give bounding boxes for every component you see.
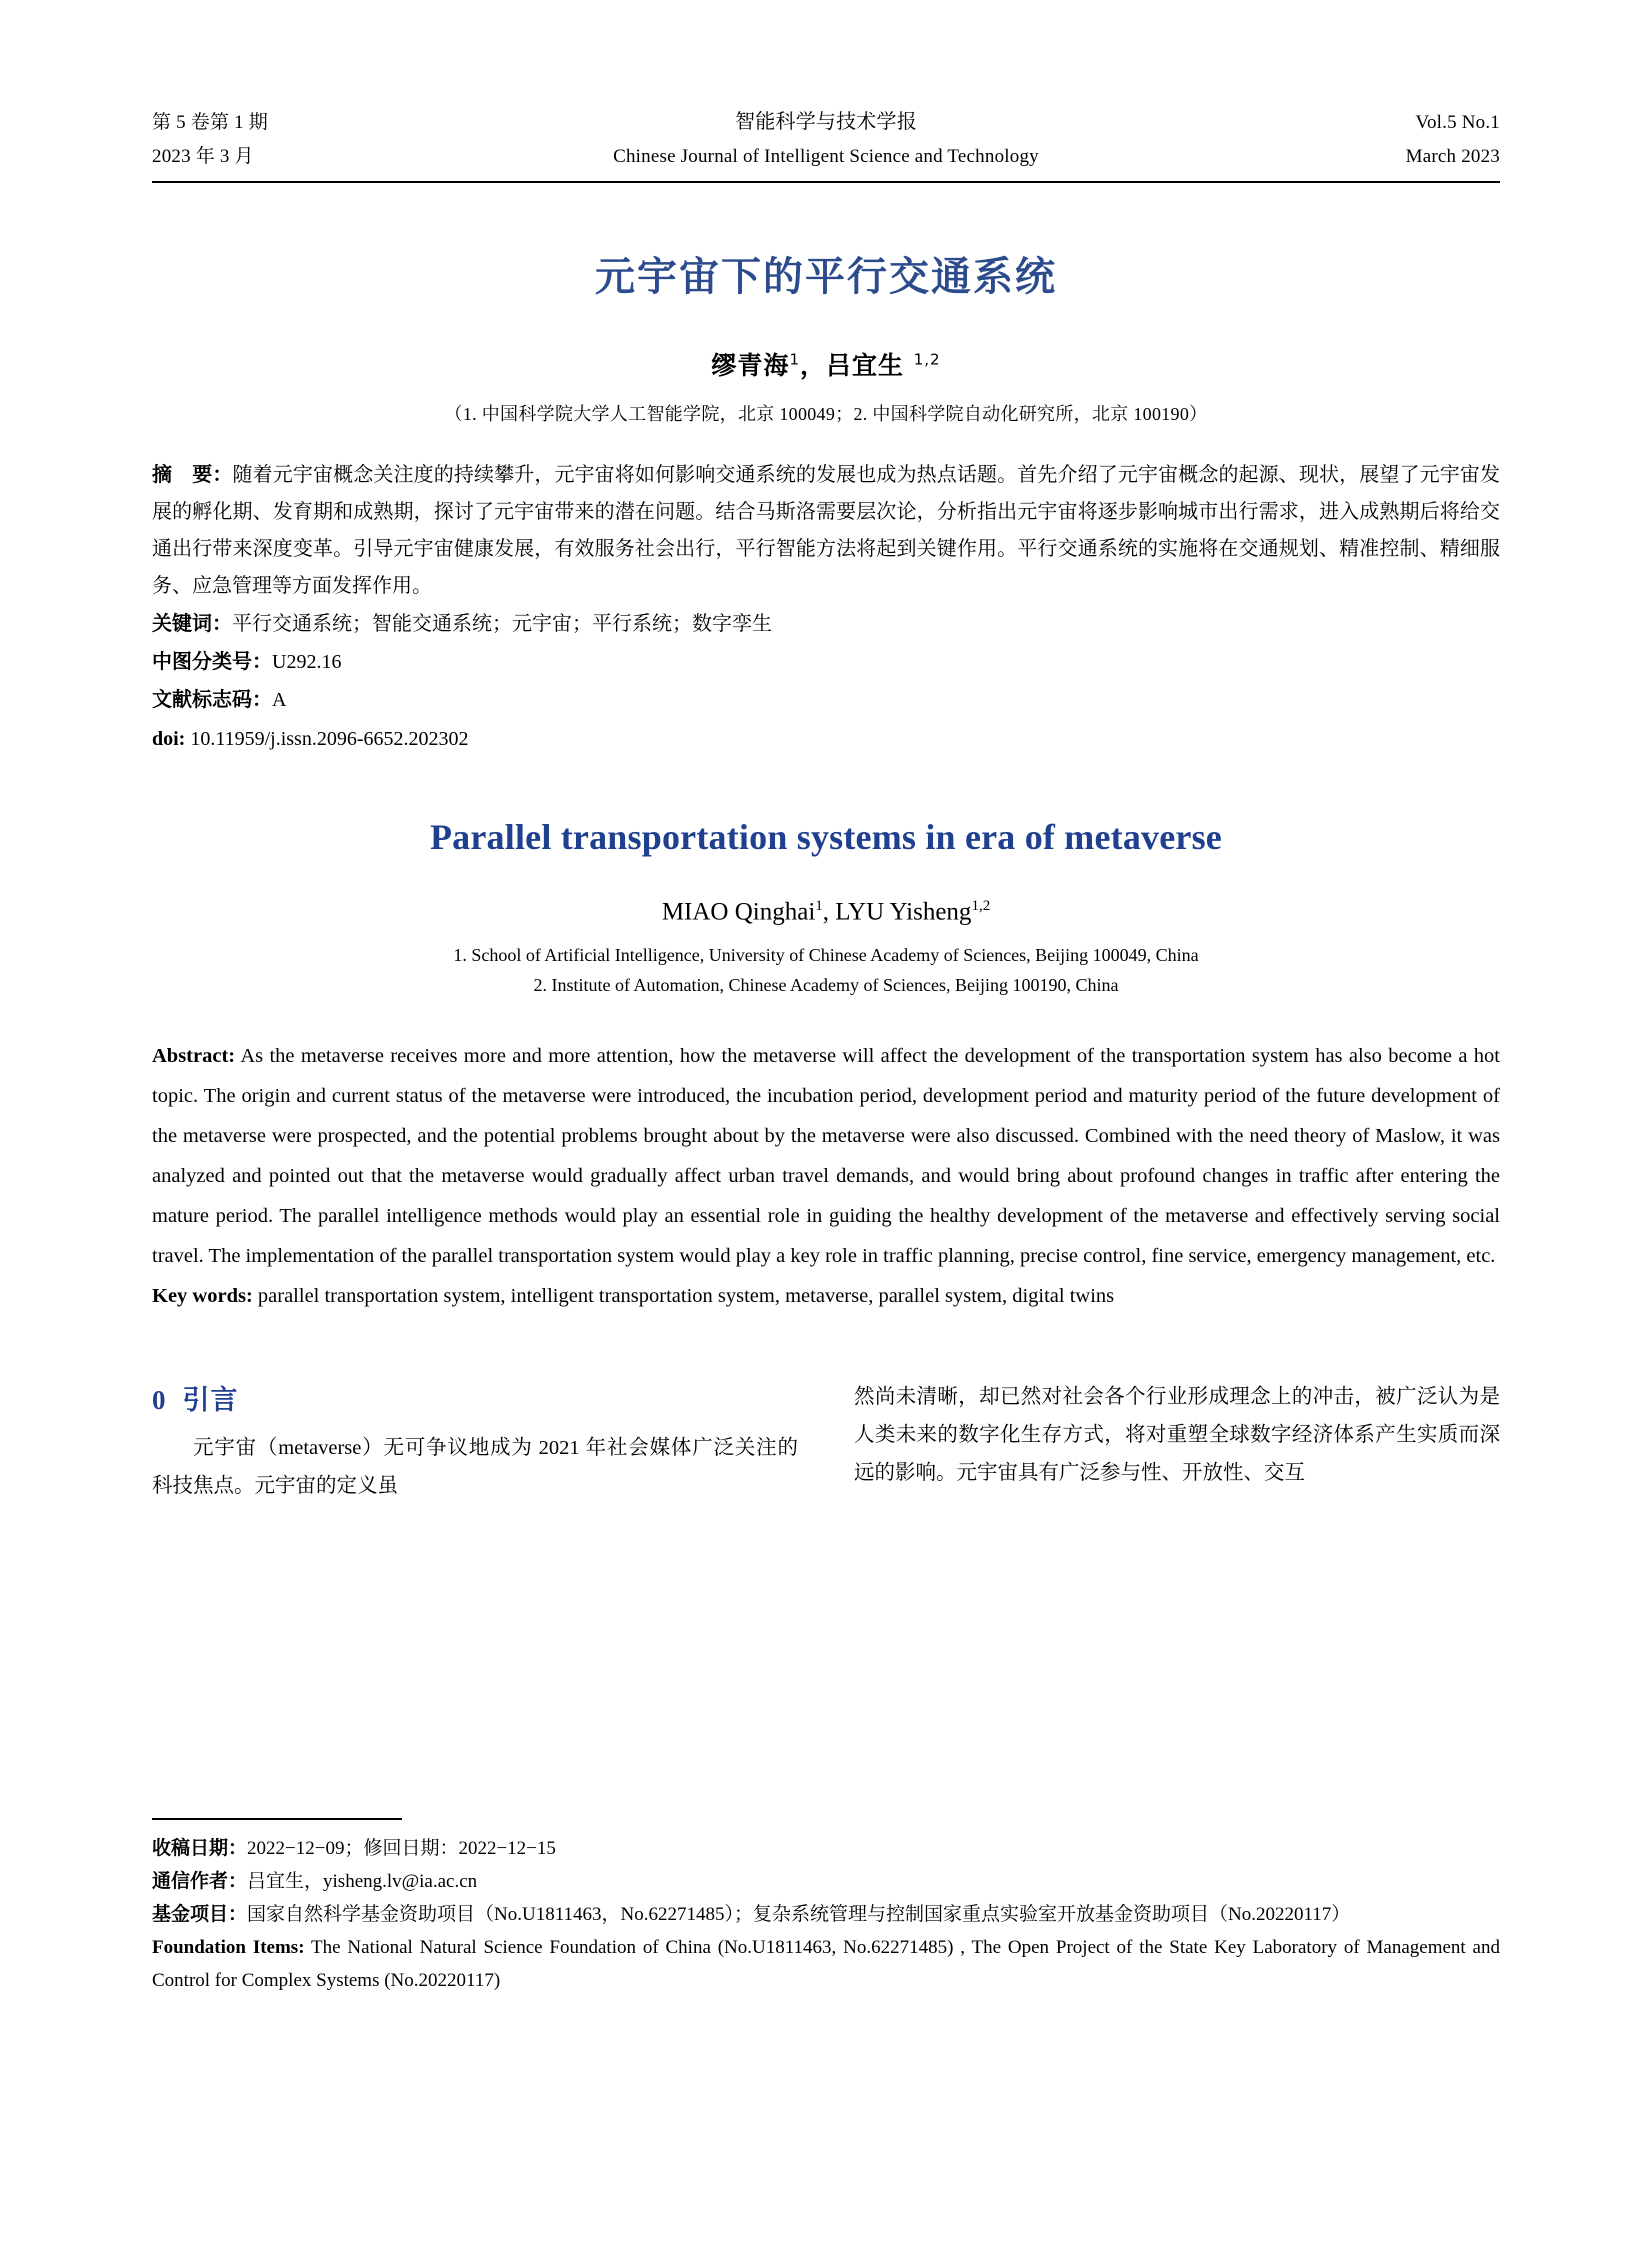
keywords-en-label: Key words:: [152, 1285, 253, 1308]
intro-paragraph-right: 然尚未清晰，却已然对社会各个行业形成理念上的冲击，被广泛认为是人类未来的数字化生存方式，将对重塑全球数字经济体系产生实质而深远的影响。元宇宙具有广泛参与性、开放性、交互: [854, 1386, 1500, 1485]
affiliations-cn: （1. 中国科学院大学人工智能学院，北京 100049；2. 中国科学院自动化研究所，北京 100190）: [444, 404, 1208, 424]
running-head-row-english: [152, 140, 1500, 174]
section-number: 0: [152, 1385, 167, 1416]
abstract-cn: [152, 456, 1500, 758]
footnote-corresponding-author: [152, 1865, 1500, 1898]
authors-en: MIAO Qinghai$^1$, LYU Yisheng$^{1,2}$: [661, 898, 991, 926]
abstract-cn-label: 摘 要：: [152, 462, 233, 486]
clc-value: U292.16: [272, 651, 342, 673]
footnote-funding-value: 国家自然科学基金资助项目（No.U1811463，No.62271485）；复杂系统管理与控制国家重点实验室开放基金资助项目（No.20220117）: [247, 1904, 1351, 1925]
keywords-cn-text: 平行交通系统；智能交通系统；元宇宙；平行系统；数字孪生: [232, 613, 772, 635]
journal-name-en: Chinese Journal of Intelligent Science and Technology: [613, 146, 1039, 167]
footnote-received: [152, 1832, 1500, 1865]
volume-issue-cn: 第 5 卷第 1 期: [152, 112, 269, 133]
issue-date-en: March 2023: [1405, 146, 1500, 167]
volume-issue-en: Vol.5 No.1: [1415, 112, 1500, 133]
keywords-cn-label: 关键词：: [152, 611, 232, 635]
authors-cn: 缪青海$^1$，吕宜生 $^{1,2}$: [711, 350, 941, 380]
document-code-label: 文献标志码：: [152, 687, 272, 711]
footnote-foundation-value: The National Natural Science Foundation of China (No.U1811463, No.62271485) , The Open Project of the State Key Laboratory of Management and Control for Complex Systems (No.20220117): [152, 1937, 1500, 1991]
footnote-corresponding-label: 通信作者：: [152, 1870, 248, 1892]
body-column-right: [854, 1378, 1500, 1505]
footnote-received-value: 2022−12−09；修回日期：2022−12−15: [247, 1838, 556, 1859]
abstract-cn-text: 随着元宇宙概念关注度的持续攀升，元宇宙将如何影响交通系统的发展也成为热点话题。首先介绍了元宇宙概念的起源、现状，展望了元宇宙发展的孵化期、发育期和成熟期，探讨了元宇宙带来的潜在问题。结合马斯洛需要层次论，分析指出元宇宙将逐步影响城市出行需求，进入成熟期后将给交通出行带来深度变革。引导元宇宙健康发展，有效服务社会出行，平行智能方法将起到关键作用。平行交通系统的实施将在交通规划、精准控制、精细服务、应急管理等方面发挥作用。: [152, 464, 1501, 597]
doi: [152, 721, 1500, 758]
footnote-foundation-label: Foundation Items:: [152, 1937, 305, 1958]
doi-label: doi:: [152, 728, 186, 750]
running-head: [152, 0, 1500, 183]
abstract-en: [152, 1036, 1500, 1316]
issue-date-cn: 2023 年 3 月: [152, 146, 254, 167]
affiliation-en-1: 1. School of Artificial Intelligence, University of Chinese Academy of Sciences, Beijing 100049, China: [453, 945, 1199, 966]
section-heading-introduction: [152, 1378, 798, 1417]
abstract-en-paragraph: [152, 1036, 1500, 1276]
keywords-en-text: parallel transportation system, intelligent transportation system, metaverse, parallel system, digital twins: [252, 1285, 1115, 1308]
running-head-row-chinese: [152, 104, 1500, 140]
footnote-funding-label: 基金项目：: [152, 1903, 248, 1925]
page-content: [152, 0, 1500, 1505]
footnote-block: [152, 1818, 1500, 1997]
page-title-cn: 元宇宙下的平行交通系统: [595, 254, 1057, 300]
clc-number: [152, 643, 1500, 681]
footnote-funding: [152, 1898, 1500, 1931]
footnote-corresponding-value: 吕宜生，yisheng.lv@ia.ac.cn: [247, 1871, 478, 1892]
footnote-divider: [152, 1818, 402, 1820]
footnote-foundation-items: [152, 1931, 1500, 1997]
abstract-en-text: As the metaverse receives more and more attention, how the metaverse will affect the development of the transportation system has also become a hot topic. The origin and current status of the metaverse were introduced, the incubation period, development period and maturity period of the future development of the metaverse were prospected, and the potential problems brought about by the metaverse were also discussed. Combined with the need theory of Maslow, it was analyzed and pointed out that the metaverse would gradually affect urban travel demands, and would bring about profound changes in traffic after entering the mature period. The parallel intelligence methods would play an essential role in guiding the healthy development of the metaverse and effectively serving social travel. The implementation of the parallel transportation system would play a key role in traffic planning, precise control, fine service, emergency management, etc.: [152, 1045, 1500, 1268]
footnote-received-label: 收稿日期：: [152, 1837, 248, 1859]
header-divider: [152, 181, 1500, 183]
doi-value: 10.11959/j.issn.2096-6652.202302: [190, 728, 469, 750]
affiliations-en: [152, 940, 1500, 1000]
abstract-en-label: Abstract:: [152, 1045, 236, 1068]
clc-label: 中图分类号：: [152, 649, 272, 673]
keywords-cn: [152, 605, 1500, 643]
body-columns: [152, 1378, 1500, 1505]
abstract-cn-paragraph: [152, 456, 1500, 605]
document-code: [152, 681, 1500, 719]
intro-paragraph-left: 元宇宙（metaverse）无可争议地成为 2021 年社会媒体广泛关注的科技焦点。元宇宙的定义虽: [152, 1437, 798, 1498]
journal-name-cn: 智能科学与技术学报: [735, 109, 917, 133]
section-title: 引言: [182, 1385, 239, 1417]
affiliation-en-2: 2. Institute of Automation, Chinese Academy of Sciences, Beijing 100190, China: [533, 975, 1119, 996]
keywords-en: [152, 1276, 1500, 1316]
document-code-value: A: [272, 689, 287, 711]
body-column-left: [152, 1378, 798, 1505]
page-title-en: Parallel transportation systems in era of metaverse: [429, 817, 1222, 857]
